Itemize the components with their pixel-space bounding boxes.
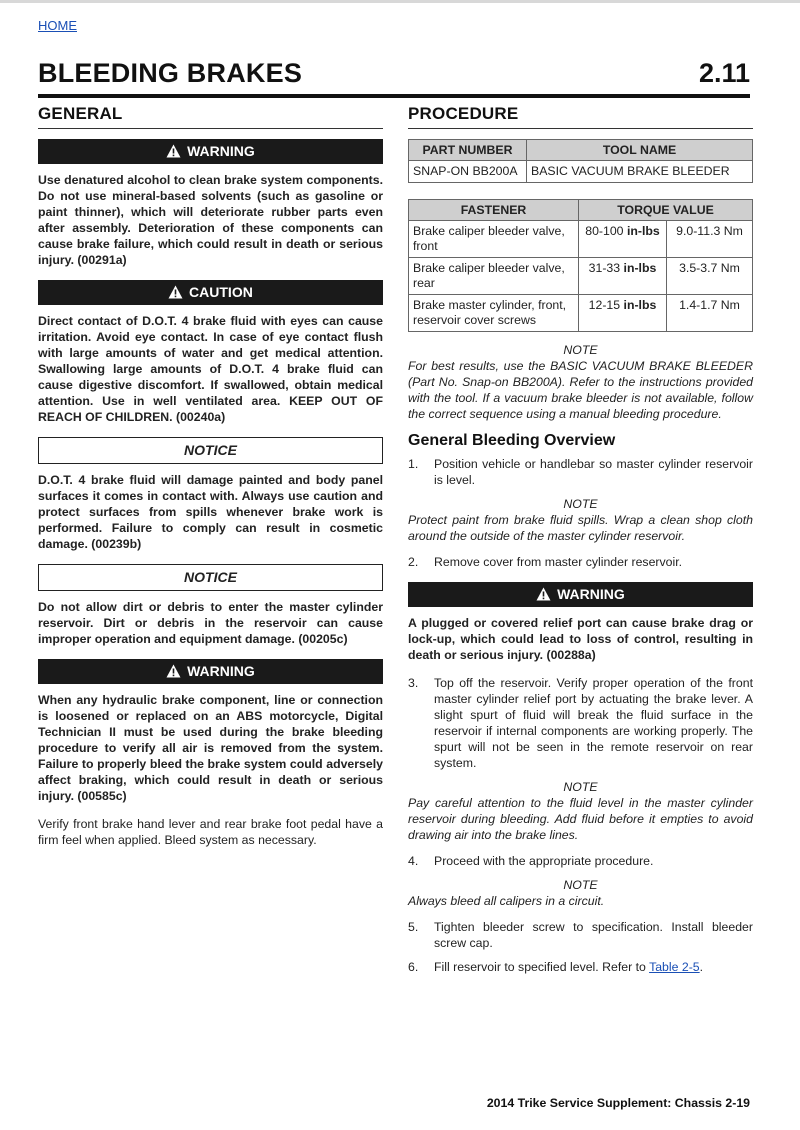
tool-table — [408, 139, 753, 183]
warning-banner — [408, 582, 753, 607]
note-text: Pay careful attention to the fluid level in the master cylinder reservoir during bleeding. Add fluid before it empties to avoid drawing air into the brake lines. — [408, 796, 753, 842]
table-header-cell: TORQUE VALUE — [579, 200, 753, 221]
section-number: 2.11 — [698, 58, 750, 88]
note-label: NOTE — [563, 878, 598, 892]
step-number: 4. — [408, 854, 419, 868]
notice-text: D.O.T. 4 brake fluid will damage painted and body panel surfaces it comes in contact with. Always use caution and protect surfaces from spills whenever brake work is performed. Failure to comply can result in cosmetic damage. (00239b) — [38, 473, 383, 551]
table-header-cell: TOOL NAME — [527, 140, 753, 161]
torque-value: 12-15 — [588, 298, 621, 312]
table-cell — [579, 295, 667, 332]
table-header-row — [409, 200, 753, 221]
list-item — [408, 456, 753, 488]
subheading: General Bleeding Overview — [408, 432, 616, 449]
step-number: 1. — [408, 457, 419, 471]
torque-unit: in-lbs — [623, 298, 657, 312]
warning-label: WARNING — [557, 586, 625, 602]
list-item — [408, 675, 753, 771]
page-title-bar — [38, 58, 750, 98]
caution-triangle-icon — [168, 285, 183, 299]
step-text-end: . — [699, 960, 704, 974]
body-text: Verify front brake hand lever and rear brake foot pedal have a firm feel when applied. Bleed system as necessary. — [38, 817, 383, 847]
table-cell: 1.4-1.7 Nm — [667, 295, 753, 332]
notice-text: Do not allow dirt or debris to enter the master cylinder reservoir. Dirt or debris in the reservoir can cause improper operation and equipment damage. (00205c) — [38, 600, 383, 646]
step-text: Position vehicle or handlebar so master cylinder reservoir is level. — [434, 457, 753, 487]
page-footer: 2014 Trike Service Supplement: Chassis 2-19 — [486, 1096, 750, 1110]
table-header-cell: PART NUMBER — [409, 140, 527, 161]
procedure-heading: PROCEDURE — [408, 104, 753, 129]
table-row — [409, 258, 753, 295]
table-reference-link[interactable]: Table 2-5 — [649, 960, 700, 974]
step-number: 3. — [408, 676, 419, 690]
table-row — [409, 161, 753, 183]
notice-banner: NOTICE — [38, 437, 383, 464]
general-column — [38, 104, 383, 848]
table-header-cell: FASTENER — [409, 200, 579, 221]
step-text: Tighten bleeder screw to specification. Install bleeder screw cap. — [434, 920, 753, 950]
caution-text: Direct contact of D.O.T. 4 brake fluid with eyes can cause irritation. Avoid eye contact. In case of eye contact flush with large amounts of water and get medical attention. Swallowing large amounts of D.O.T. 4 brake fluid can cause digestive discomfort. If swallowed, obtain medical attention. Use in well ventilated area. KEEP OUT OF REACH OF CHILDREN. (00240a) — [38, 314, 383, 424]
page-title: BLEEDING BRAKES — [38, 58, 303, 88]
step-text: Proceed with the appropriate procedure. — [434, 854, 654, 868]
step-text: Top off the reservoir. Verify proper operation of the front master cylinder relief port by actuating the brake lever. A slight spurt of fluid will break the fluid surface in the reservoir if internal components are working properly. The spurt will not be seen in the remote reservoir on rear system. — [434, 676, 753, 770]
step-text: Fill reservoir to specified level. Refer to — [434, 960, 650, 974]
warning-triangle-icon — [166, 144, 181, 158]
table-cell: BASIC VACUUM BRAKE BLEEDER — [527, 161, 753, 183]
warning-text: A plugged or covered relief port can cause brake drag or lock-up, which could lead to loss of control, resulting in death or serious injury. (00288a) — [408, 616, 753, 662]
note-label: NOTE — [563, 497, 598, 511]
table-row — [409, 295, 753, 332]
table-cell: Brake caliper bleeder valve, front — [409, 221, 579, 258]
table-cell: Brake caliper bleeder valve, rear — [409, 258, 579, 295]
warning-text: Use denatured alcohol to clean brake system components. Do not use mineral-based solvents (such as gasoline or paint thinner), which will deteriorate rubber parts even after assembly. Deterioration of these components can cause brake failure, which could result in death or serious injury. (00291a) — [38, 173, 383, 267]
warning-label: WARNING — [187, 663, 255, 679]
table-row — [409, 221, 753, 258]
top-border — [0, 0, 800, 3]
step-number: 5. — [408, 920, 419, 934]
note-label: NOTE — [563, 780, 598, 794]
table-cell — [579, 258, 667, 295]
step-number: 2. — [408, 555, 419, 569]
list-item — [408, 554, 753, 570]
note-text: Always bleed all calipers in a circuit. — [408, 894, 605, 908]
procedure-column — [408, 104, 753, 983]
note-text: Protect paint from brake fluid spills. Wrap a clean shop cloth around the outside of the master cylinder reservoir. — [408, 513, 753, 543]
table-header-row — [409, 140, 753, 161]
warning-banner — [38, 659, 383, 684]
table-cell: 3.5-3.7 Nm — [667, 258, 753, 295]
table-cell: SNAP-ON BB200A — [409, 161, 527, 183]
general-heading: GENERAL — [38, 104, 383, 129]
torque-unit: in-lbs — [623, 261, 657, 275]
table-cell: Brake master cylinder, front, reservoir cover screws — [409, 295, 579, 332]
table-cell — [579, 221, 667, 258]
warning-triangle-icon — [536, 587, 551, 601]
torque-unit: in-lbs — [626, 224, 660, 238]
warning-triangle-icon — [166, 664, 181, 678]
torque-value: 80-100 — [585, 224, 624, 238]
warning-text: When any hydraulic brake component, line or connection is loosened or replaced on an ABS motorcycle, Digital Technician II must be used during the brake bleeding procedure to verify all air is removed from the system. Failure to properly bleed the brake system could adversely affect braking, which could result in death or serious injury. (00585c) — [38, 693, 383, 803]
note-text: For best results, use the BASIC VACUUM BRAKE BLEEDER (Part No. Snap-on BB200A). Refer to the instructions provided with the tool. If a vacuum brake bleeder is not available, follow the correct sequence using a manual bleeding procedure. — [408, 359, 753, 421]
caution-banner — [38, 280, 383, 305]
caution-label: CAUTION — [189, 284, 253, 300]
warning-label: WARNING — [187, 143, 255, 159]
home-link[interactable]: HOME — [38, 18, 77, 33]
list-item — [408, 853, 753, 869]
table-cell: 9.0-11.3 Nm — [667, 221, 753, 258]
torque-value: 31-33 — [588, 261, 621, 275]
torque-table — [408, 199, 753, 332]
step-text: Remove cover from master cylinder reservoir. — [434, 555, 683, 569]
list-item — [408, 959, 753, 975]
note-label: NOTE — [563, 343, 598, 357]
notice-banner: NOTICE — [38, 564, 383, 591]
step-number: 6. — [408, 960, 419, 974]
list-item — [408, 919, 753, 951]
warning-banner — [38, 139, 383, 164]
